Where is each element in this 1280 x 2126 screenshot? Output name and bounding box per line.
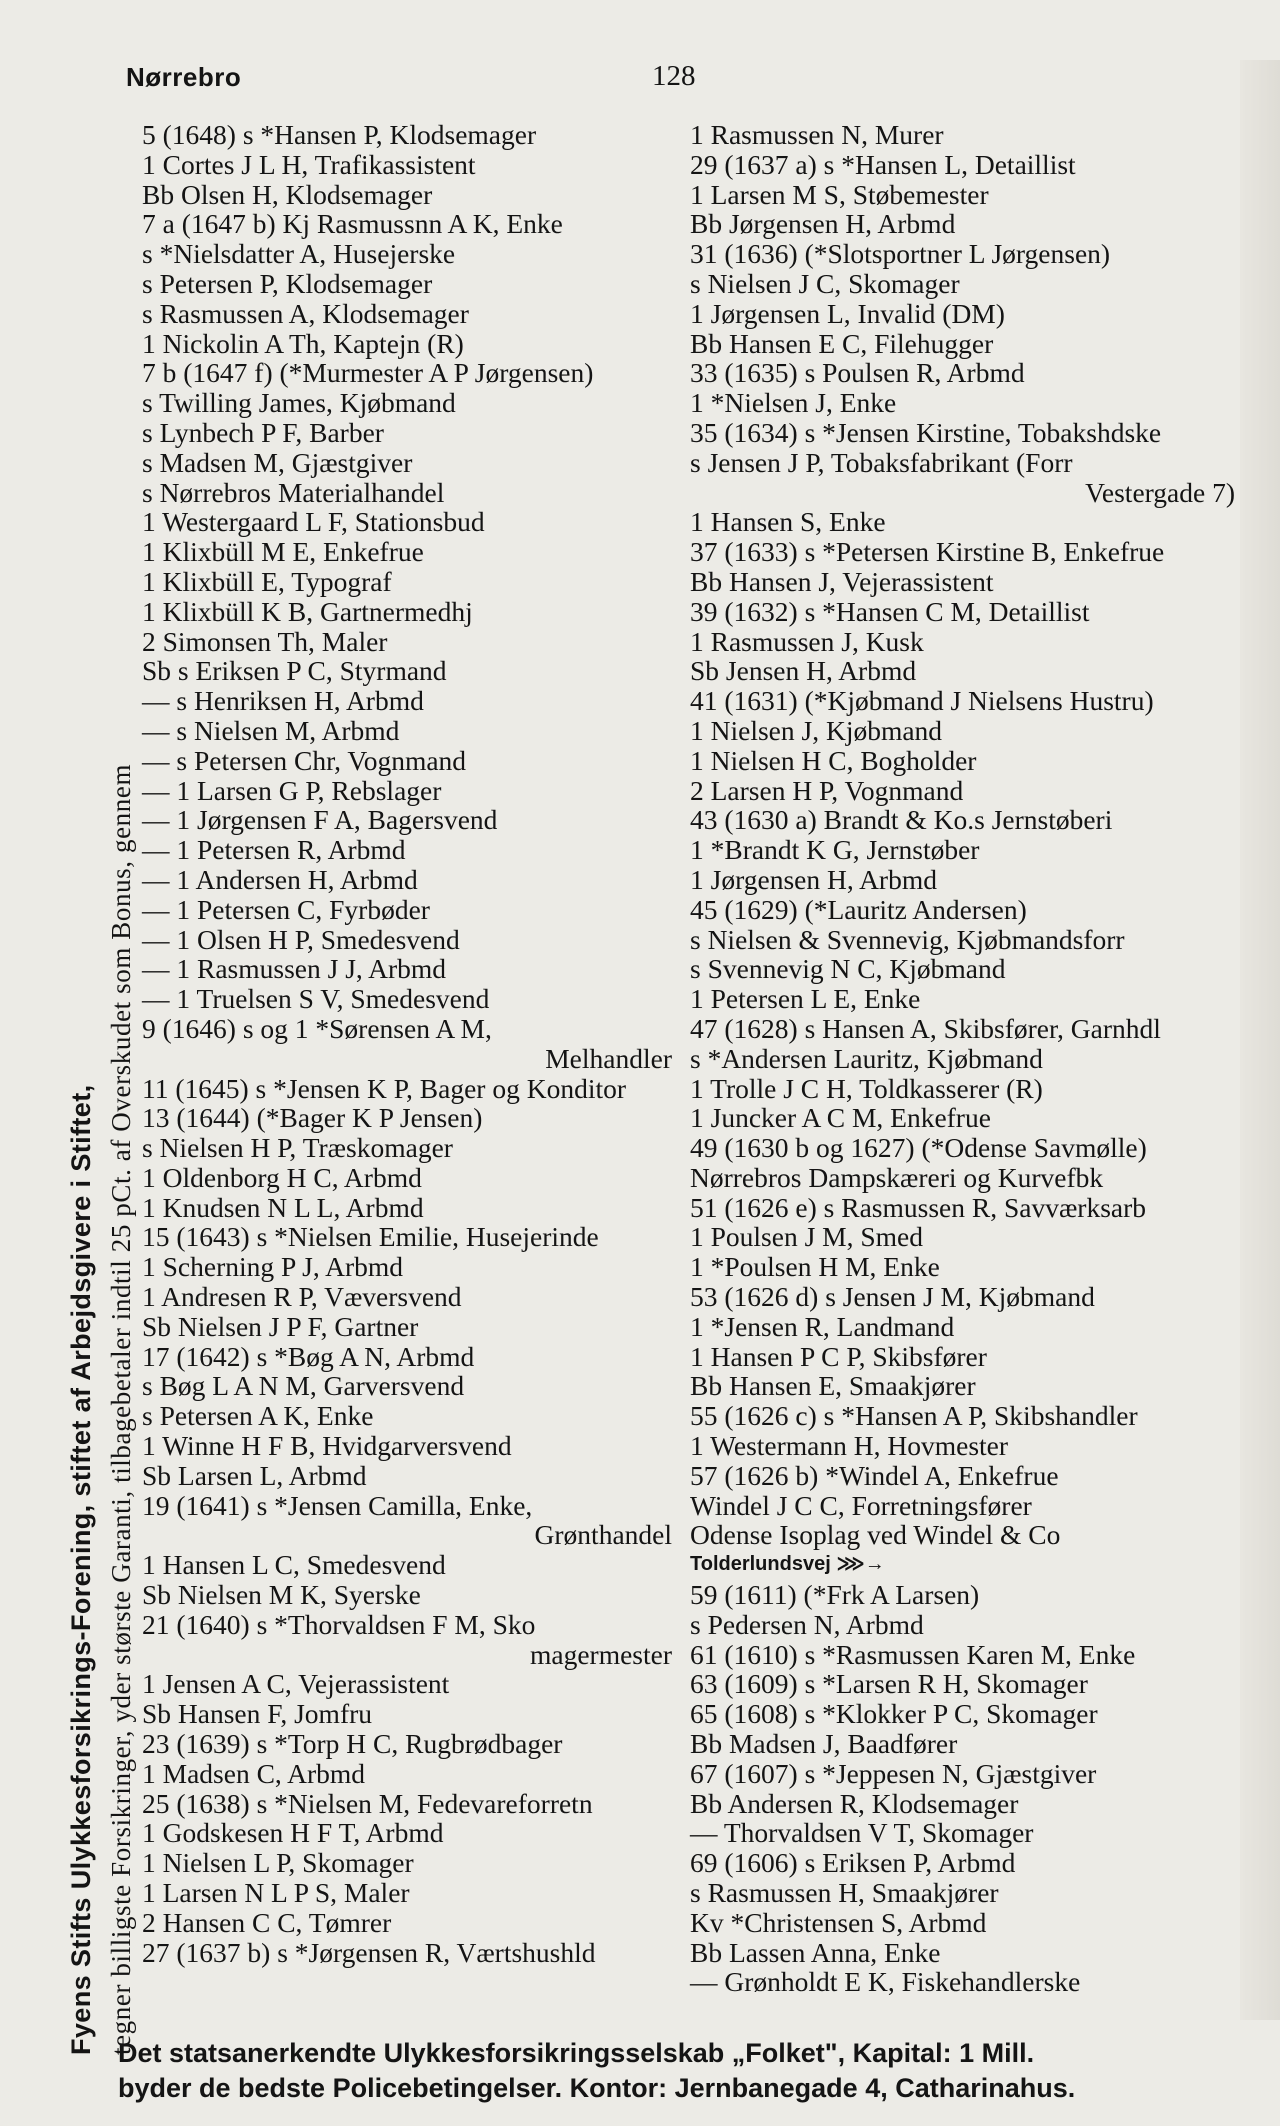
directory-entry: Bb Hansen E, Smaakjører (690, 1370, 976, 1402)
directory-entry: 1 Westermann H, Hovmester (690, 1430, 1009, 1462)
directory-entry: Odense Isoplag ved Windel & Co (690, 1519, 1061, 1551)
directory-entry: 65 (1608) s *Klokker P C, Skomager (690, 1698, 1098, 1730)
directory-entry: 5 (1648) s *Hansen P, Klodsemager (142, 119, 537, 150)
directory-entry: 1 Poulsen J M, Smed (690, 1221, 924, 1253)
directory-entry: — s Nielsen M, Arbmd (142, 714, 400, 746)
directory-entry: Sb Hansen F, Jomfru (142, 1698, 373, 1730)
directory-entry: — Thorvaldsen V T, Skomager (690, 1817, 1034, 1849)
directory-entry: s Madsen M, Gjæstgiver (142, 446, 413, 478)
directory-entry: s Rasmussen H, Smaakjører (690, 1877, 999, 1909)
directory-entry: 17 (1642) s *Bøg A N, Arbmd (142, 1340, 475, 1372)
directory-entry: 53 (1626 d) s Jensen J M, Kjøbmand (690, 1281, 1095, 1313)
directory-entry: 1 *Poulsen H M, Enke (690, 1251, 940, 1283)
directory-entry: Sb Nielsen M K, Syerske (142, 1579, 421, 1611)
directory-entry: 1 Hansen L C, Smedesvend (142, 1549, 446, 1581)
directory-entry: 1 Westergaard L F, Stationsbud (142, 506, 485, 538)
directory-entry: 1 Rasmussen N, Murer (690, 119, 944, 150)
directory-entry: 19 (1641) s *Jensen Camilla, Enke, (142, 1489, 533, 1521)
directory-entry: 1 Klixbüll M E, Enkefrue (142, 536, 424, 568)
footer-advertisement (118, 2036, 1278, 2106)
directory-entry: 1 Jensen A C, Vejerassistent (142, 1668, 450, 1700)
directory-entry: Sb Jensen H, Arbmd (690, 655, 917, 687)
directory-entry: 43 (1630 a) Brandt & Ko.s Jernstøberi (690, 804, 1113, 836)
directory-entry: s Petersen A K, Enke (142, 1400, 374, 1432)
directory-entry: 1 Nickolin A Th, Kaptejn (R) (142, 327, 464, 359)
directory-entry: 7 b (1647 f) (*Murmester A P Jørgensen) (142, 357, 594, 389)
directory-entry: s Nielsen J C, Skomager (690, 267, 960, 299)
directory-entry: 1 Petersen L E, Enke (690, 983, 921, 1015)
directory-entry: 41 (1631) (*Kjøbmand J Nielsens Hustru) (690, 685, 1154, 717)
directory-entry: 31 (1636) (*Slotsportner L Jørgensen) (690, 238, 1111, 270)
directory-entry: 21 (1640) s *Thorvaldsen F M, Sko (142, 1608, 536, 1640)
directory-entry: s Jensen J P, Tobaksfabrikant (Forr (690, 446, 1073, 478)
directory-entry: — 1 Andersen H, Arbmd (142, 863, 418, 895)
directory-entry: s *Andersen Lauritz, Kjøbmand (690, 1042, 1043, 1074)
directory-entry: s Bøg L A N M, Garversvend (142, 1370, 465, 1402)
directory-entry: Bb Lassen Anna, Enke (690, 1936, 941, 1968)
directory-entry: 61 (1610) s *Rasmussen Karen M, Enke (690, 1638, 1136, 1670)
directory-entry: 47 (1628) s Hansen A, Skibsfører, Garnhdl (690, 1012, 1161, 1044)
directory-entry: — 1 Jørgensen F A, Bagersvend (142, 804, 498, 836)
directory-entry: 35 (1634) s *Jensen Kirstine, Tobakshdske (690, 416, 1162, 448)
directory-entry: s Lynbech P F, Barber (142, 416, 384, 448)
directory-entry: 1 Larsen M S, Støbemester (690, 178, 989, 210)
directory-entry: — 1 Larsen G P, Rebslager (142, 774, 442, 806)
directory-entry: 57 (1626 b) *Windel A, Enkefrue (690, 1459, 1059, 1491)
directory-entry: 9 (1646) s og 1 *Sørensen A M, (142, 1012, 492, 1044)
directory-entry: 1 Scherning P J, Arbmd (142, 1251, 403, 1283)
directory-entry: 2 Simonsen Th, Maler (142, 625, 388, 657)
directory-entry: Windel J C C, Forretningsfører (690, 1489, 1032, 1521)
directory-entry: 1 *Brandt K G, Jernstøber (690, 834, 980, 866)
directory-entry: Kv *Christensen S, Arbmd (690, 1906, 987, 1938)
directory-entry: 1 Juncker A C M, Enkefrue (690, 1102, 991, 1134)
directory-entry: — 1 Olsen H P, Smedesvend (142, 923, 460, 955)
directory-entry: Bb Olsen H, Klodsemager (142, 178, 433, 210)
section-header: Nørrebro (126, 62, 242, 92)
directory-entry: Bb Hansen E C, Filehugger (690, 327, 994, 359)
directory-entry: Nørrebros Dampskæreri og Kurvefbk (690, 1161, 1104, 1193)
directory-entry: 1 Trolle J C H, Toldkasserer (R) (690, 1072, 1043, 1104)
directory-entry: Sb Larsen L, Arbmd (142, 1459, 367, 1491)
directory-entry: 2 Larsen H P, Vognmand (690, 774, 964, 806)
directory-entry: 1 Jørgensen H, Arbmd (690, 863, 937, 895)
directory-entry: s Petersen P, Klodsemager (142, 267, 433, 299)
directory-entry: 39 (1632) s *Hansen C M, Detaillist (690, 595, 1090, 627)
directory-entry: 27 (1637 b) s *Jørgensen R, Værtshushld (142, 1936, 596, 1968)
directory-entry: s *Nielsdatter A, Husejerske (142, 238, 456, 270)
directory-entry: 63 (1609) s *Larsen R H, Skomager (690, 1668, 1088, 1700)
street-heading: Tolderlundsvej ⋙→ (690, 1553, 885, 1576)
footer-line-1: Det statsanerkendte Ulykkesforsikringsselskab „Folket", Kapital: 1 Mill. (118, 2038, 1035, 2068)
directory-entry: — 1 Rasmussen J J, Arbmd (142, 953, 447, 985)
directory-entry: 1 Nielsen J, Kjøbmand (690, 714, 943, 746)
directory-entry: magermester (529, 1638, 672, 1670)
directory-entry: Bb Madsen J, Baadfører (690, 1728, 958, 1760)
directory-entry: 55 (1626 c) s *Hansen A P, Skibshandler (690, 1400, 1138, 1432)
directory-entry: 67 (1607) s *Jeppesen N, Gjæstgiver (690, 1757, 1097, 1789)
footer-line-2: byder de bedste Policebetingelser. Kontor: Jernbanegade 4, Catharinahus. (118, 2073, 1076, 2103)
side-ad-line-2: tegner billigste Forsikringer, yder største Garanti, tilbagebetaler indtil 25 pCt. af Overskudet som Bonus, gennem (106, 763, 136, 2055)
directory-entry: — 1 Petersen C, Fyrbøder (142, 893, 430, 925)
directory-entry: Bb Andersen R, Klodsemager (690, 1787, 1019, 1819)
directory-entry: 11 (1645) s *Jensen K P, Bager og Konditor (142, 1072, 627, 1104)
directory-entry: 1 Nielsen L P, Skomager (142, 1847, 414, 1879)
directory-entry: — s Petersen Chr, Vognmand (142, 744, 467, 776)
directory-entry: Sb s Eriksen P C, Styrmand (142, 655, 447, 687)
directory-entry: 1 Klixbüll E, Typograf (142, 565, 392, 597)
directory-entry: s Nielsen & Svennevig, Kjøbmandsforr (690, 923, 1125, 955)
directory-entry: s Nielsen H P, Træskomager (142, 1132, 453, 1164)
directory-entry: 1 Klixbüll K B, Gartnermedhj (142, 595, 473, 627)
directory-entry: 1 *Nielsen J, Enke (690, 387, 897, 419)
adjacent-page-edge (1240, 60, 1280, 2020)
directory-entry: 13 (1644) (*Bager K P Jensen) (142, 1102, 483, 1134)
directory-entry: Sb Nielsen J P F, Gartner (142, 1310, 419, 1342)
directory-entry: 33 (1635) s Poulsen R, Arbmd (690, 357, 1025, 389)
directory-entry: 69 (1606) s Eriksen P, Arbmd (690, 1847, 1016, 1879)
directory-entry: Grønthandel (534, 1519, 672, 1551)
directory-entry: 45 (1629) (*Lauritz Andersen) (690, 893, 1027, 925)
directory-entry: — 1 Petersen R, Arbmd (142, 834, 406, 866)
directory-entry: Bb Hansen J, Vejerassistent (690, 565, 994, 597)
directory-entry: s Svennevig N C, Kjøbmand (690, 953, 1006, 985)
directory-entry: 23 (1639) s *Torp H C, Rugbrødbager (142, 1728, 563, 1760)
directory-entry: 1 Nielsen H C, Bogholder (690, 744, 977, 776)
directory-entry: 1 Godskesen H F T, Arbmd (142, 1817, 444, 1849)
directory-entry: 1 Winne H F B, Hvidgarversvend (142, 1430, 512, 1462)
right-column (690, 120, 1235, 1997)
directory-entry: 59 (1611) (*Frk A Larsen) (690, 1579, 980, 1611)
directory-entry: 1 Knudsen N L L, Arbmd (142, 1191, 424, 1223)
directory-entry: 37 (1633) s *Petersen Kirstine B, Enkefrue (690, 536, 1165, 568)
directory-entry: 25 (1638) s *Nielsen M, Fedevareforretn (142, 1787, 593, 1819)
directory-entry: 1 Larsen N L P S, Maler (142, 1877, 410, 1909)
directory-entry: s Rasmussen A, Klodsemager (142, 297, 469, 329)
directory-entry: 1 Andresen R P, Væversvend (142, 1281, 462, 1313)
directory-entry: 1 Hansen S, Enke (690, 506, 886, 538)
directory-entry: 1 Jørgensen L, Invalid (DM) (690, 297, 1005, 329)
page-number: 128 (652, 60, 696, 92)
directory-entry: 2 Hansen C C, Tømrer (142, 1906, 392, 1938)
directory-entry: s Twilling James, Kjøbmand (142, 387, 456, 419)
directory-entry: 1 Rasmussen J, Kusk (690, 625, 924, 657)
directory-entry: Vestergade 7) (1085, 476, 1235, 508)
directory-entry: 49 (1630 b og 1627) (*Odense Savmølle) (690, 1132, 1147, 1164)
directory-entry: 1 Hansen P C P, Skibsfører (690, 1340, 987, 1372)
left-column (142, 120, 672, 1967)
directory-entry: Melhandler (545, 1042, 672, 1074)
directory-entry: 29 (1637 a) s *Hansen L, Detaillist (690, 148, 1076, 180)
directory-entry: 51 (1626 e) s Rasmussen R, Savværksarb (690, 1191, 1147, 1223)
directory-entry: — 1 Truelsen S V, Smedesvend (142, 983, 490, 1015)
directory-entry: — s Henriksen H, Arbmd (142, 685, 424, 717)
directory-entry: 15 (1643) s *Nielsen Emilie, Husejerinde (142, 1221, 599, 1253)
directory-entry: 1 Madsen C, Arbmd (142, 1757, 366, 1789)
side-ad-line-1: Fyens Stifts Ulykkesforsikrings-Forening, stiftet af Arbejdsgivere i Stiftet, (66, 1084, 96, 2055)
directory-entry: 7 a (1647 b) Kj Rasmussnn A K, Enke (142, 208, 563, 240)
directory-entry: — Grønholdt E K, Fiskehandlerske (690, 1966, 1081, 1998)
directory-entry: Bb Jørgensen H, Arbmd (690, 208, 956, 240)
directory-entry: 1 Oldenborg H C, Arbmd (142, 1161, 422, 1193)
directory-entry: 1 Cortes J L H, Trafikassistent (142, 148, 476, 180)
directory-entry: s Nørrebros Materialhandel (142, 476, 445, 508)
directory-entry: 1 *Jensen R, Landmand (690, 1310, 955, 1342)
directory-entry: s Pedersen N, Arbmd (690, 1608, 924, 1640)
